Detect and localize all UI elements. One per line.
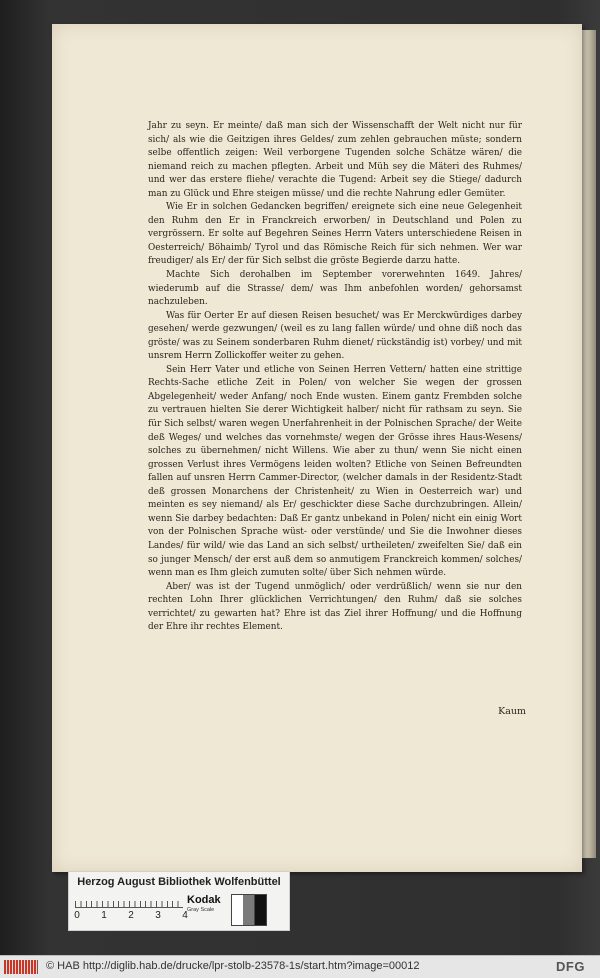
paragraph-1: Jahr zu seyn. Er meinte/ daß man sich der Wissenschafft der Welt nicht nur für sich/ als wie die Geitzigen ihres Geldes/ zum zehlen gebrauchen müste; sondern selbe offentlich zeigen: Weil verborgene Tugenden solche Schätze wären/ die niemand reich zu machen pflegten. Arbeit und Müh sey die Mäteri des Ruhmes/ und wer das erstere fliehe/ verachte die Tugend: Arbeit sey die Stiege/ dadurch man zu Glück und Ehre steigen müsse/ und die rechte Nahrung edler Gemüter.: [148, 121, 522, 199]
hab-logo-icon: [4, 960, 38, 974]
kodak-logo: Kodak: [187, 894, 221, 906]
paragraph-3: Machte Sich derohalben im September vorerwehnten 1649. Jahres/ wiederumb auf die Strasse/ dem/ was Ihm anbefohlen worden/ gehorsamst nachzuleben.: [148, 270, 522, 308]
paragraph-6: Aber/ was ist der Tugend unmöglich/ oder verdrüßlich/ wenn sie nur den rechten Lohn Ihrer glücklichen Verrichtungen/ den Ruhm/ daß sie solches verrichtet/ zu gewarten hat? Ehre ist das Ziel ihrer Hoffnung/ und die Hoffnung der Ehre ihr rechtes Element.: [148, 581, 522, 633]
gray-scale-patch: [231, 894, 267, 926]
source-url[interactable]: © HAB http://diglib.hab.de/drucke/lpr-stolb-23578-1s/start.htm?image=00012: [46, 960, 420, 972]
paragraph-5: Sein Herr Vater und etliche von Seinen Herren Vettern/ hatten eine strittige Rechts-Sache etliche Zeit in Polen/ von welcher Sie wegen der grossen Abgelegenheit/ weder Anfang/ noch Ende wusten. Einem gantz Frembden solche zu vertrauen hielten Sie derer Wichtigkeit halber/ nicht für rathsam zu seyn. Sie für Sich selbst/ waren wegen Unerfahrenheit in der Polnischen Sprache/ der Weite deß Weges/ und welches das vornehmste/ wegen der Grösse ihres Haus-Wesens/ solches zu übernehmen/ nicht Willens. Wie aber zu thun/ wenn Sie nicht einen grossen Verlust ihres Vermögens leiden wolten? Etliche von Seinen Befreundten fallen auf unsren Herrn Cammer-Director, (welcher damals in der Residentz-Stadt deß grossen Monarchens der Christenheit/ zu Wien in Oesterreich war) und meinten es sey niemand/ als Er/ geschickter diese Sache durchzubringen. Allein/ wenn Sie darbey bedachten: Daß Er gantz unbekand in Polen/ nicht ein einig Wort von der Polnischen Sprache wüst- oder verstünde/ und Sie die Inwohner dieses Landes/ für wild/ wie das Land an sich selbst/ urtheileten/ zweifelten Sie/ daß ein so junger Mensch/ der erst auß dem so anmutigem Franckreich kommen/ solches/ wenn man es Ihm gleich zumuten solte/ über Sich nehmen würde.: [148, 364, 522, 579]
gray-scale-label: Gray Scale: [187, 907, 215, 913]
ruler-number: 4: [182, 910, 188, 921]
page-edge: [582, 30, 596, 858]
paragraph-2: Wie Er in solchen Gedancken begriffen/ ereignete sich eine neue Gelegenheit den Ruhm den Er in Franckreich erworben/ in Deutschland und Polen zu vergrössern. Er solte auf Begehren Seines Herrn Vaters unterschiedene Reisen in Oesterreich/ Böhaimb/ Tyrol und das Römische Reich für sich nehmen. Wer war freudiger/ als Er/ der für Sich selbst die gröste Begierde darzu hatte.: [148, 202, 522, 267]
dfg-logo: DFG: [556, 959, 585, 974]
ruler-number: 0: [74, 910, 80, 921]
library-color-strip: [68, 871, 290, 931]
paragraph-4: Was für Oerter Er auf diesen Reisen besuchet/ was Er Merckwürdiges darbey gesehen/ werde gezwungen/ (weil es zu lang fallen würde/ und ohne diß noch das gröste/ was zu Seinem sonderbaren Ruhm dienet/ rückständig ist) vorbey/ und mit unsrem Herrn Zollickoffer weiter zu gehen.: [148, 310, 522, 362]
scale-ruler: [75, 893, 183, 908]
catchword: Kaum: [498, 706, 526, 717]
ruler-number: 2: [128, 910, 134, 921]
text-block: [148, 120, 522, 635]
footer-bar: [0, 955, 600, 978]
ruler-number: 1: [101, 910, 107, 921]
library-name: Herzog August Bibliothek Wolfenbüttel: [77, 876, 281, 888]
ruler-number: 3: [155, 910, 161, 921]
